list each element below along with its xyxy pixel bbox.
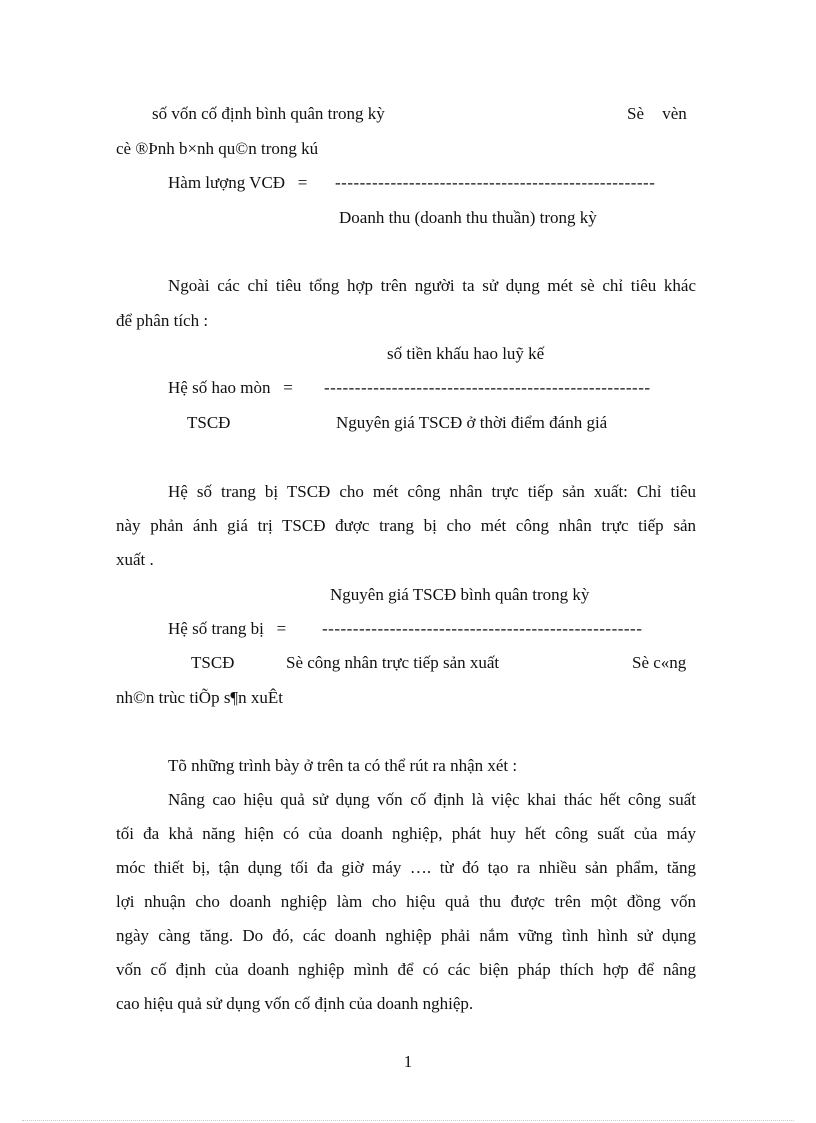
conclusion-intro: Tõ những trình bày ở trên ta có thể rút ra nhận xét : bbox=[168, 756, 518, 775]
footer-rule bbox=[22, 1120, 794, 1121]
equipment-paragraph-line-1: Hệ số trang bị TSCĐ cho mét công nhân trực tiếp sản xuất: Chỉ tiêu bbox=[168, 482, 696, 501]
equipment-paragraph-line-2: này phản ánh giá trị TSCĐ được trang bị cho mét công nhân trực tiếp sản bbox=[116, 516, 696, 535]
capital-formula-denominator: Doanh thu (doanh thu thuần) trong kỳ bbox=[339, 208, 597, 227]
conclusion-line: lợi nhuận cho doanh nghiệp làm cho hiệu quả thu được trên một đồng vốn bbox=[116, 892, 696, 911]
equipment-formula-label: Hệ số trang bị = bbox=[168, 619, 287, 638]
depreciation-formula-fraction-line: ----------------------------------------------------- bbox=[324, 378, 651, 397]
depreciation-formula-numerator: số tiền khấu hao luỹ kế bbox=[387, 344, 545, 363]
depreciation-formula-denominator: Nguyên giá TSCĐ ở thời điểm đánh giá bbox=[336, 413, 608, 432]
conclusion-line: vốn cố định của doanh nghiệp mình để có các biện pháp thích hợp để nâng bbox=[116, 960, 696, 979]
capital-formula-garbled-b: cè ®Þnh b×nh qu©n trong kú bbox=[116, 139, 319, 158]
conclusion-line: tối đa khả năng hiện có của doanh nghiệp, phát huy hết công suất của máy bbox=[116, 824, 696, 843]
page-number: 1 bbox=[403, 1052, 413, 1071]
equipment-formula-garbled-b: nh©n trùc tiÕp s¶n xuÊt bbox=[116, 688, 283, 707]
capital-formula-label: Hàm lượng VCĐ = bbox=[168, 173, 308, 192]
conclusion-line: móc thiết bị, tận dụng tối đa giờ máy …. từ đó tạo ra nhiều sản phẩm, tăng bbox=[116, 858, 696, 877]
capital-formula-fraction-line: ---------------------------------------------------- bbox=[335, 173, 656, 192]
equipment-formula-left-label: TSCĐ bbox=[191, 653, 235, 672]
conclusion-line: ngày càng tăng. Do đó, các doanh nghiệp phải nắm vững tình hình sử dụng bbox=[116, 926, 696, 945]
equipment-formula-fraction-line: ---------------------------------------------------- bbox=[322, 619, 643, 638]
equipment-formula-denominator: Sè công nhân trực tiếp sản xuất bbox=[286, 653, 500, 672]
conclusion-line: Nâng cao hiệu quả sử dụng vốn cố định là việc khai thác hết công suất bbox=[168, 790, 696, 809]
capital-formula-numerator: số vốn cố định bình quân trong kỳ bbox=[152, 104, 385, 123]
other-indicators-line-1: Ngoài các chỉ tiêu tổng hợp trên người ta sử dụng mét sè chỉ tiêu khác bbox=[168, 276, 696, 295]
depreciation-formula-label: Hệ số hao mòn = bbox=[168, 378, 293, 397]
other-indicators-line-2: để phân tích : bbox=[116, 311, 209, 330]
depreciation-formula-left-label: TSCĐ bbox=[187, 413, 231, 432]
conclusion-line: cao hiệu quả sử dụng vốn cố định của doanh nghiệp. bbox=[116, 994, 474, 1013]
capital-formula-garbled-a: Sè vèn bbox=[627, 104, 687, 123]
equipment-paragraph-line-3: xuất . bbox=[116, 550, 154, 569]
equipment-formula-garbled-a: Sè c«ng bbox=[632, 653, 687, 672]
equipment-formula-numerator: Nguyên giá TSCĐ bình quân trong kỳ bbox=[330, 585, 590, 604]
